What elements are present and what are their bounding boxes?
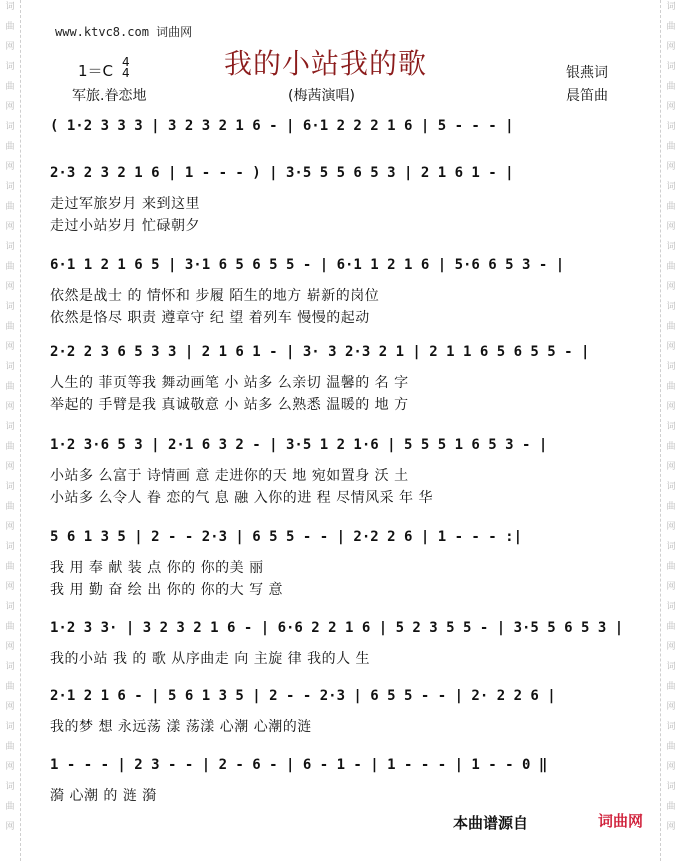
lyric-line: 漪 心潮 的 涟 漪 xyxy=(50,788,157,804)
notation-row: 2·3 2 3 2 1 6 | 1 - - - ) | 3·5 5 5 6 5 3 | 2 1 6 1 - | xyxy=(50,165,514,181)
watermark-char: 曲 xyxy=(5,202,15,212)
watermark-char: 曲 xyxy=(666,502,676,512)
watermark-char: 网 xyxy=(666,102,676,112)
watermark-char: 网 xyxy=(666,402,676,412)
watermark-char: 词 xyxy=(5,722,15,732)
watermark-char: 网 xyxy=(5,402,15,412)
watermark-char: 曲 xyxy=(666,742,676,752)
lyric-line: 我的小站 我 的 歌 从序曲走 向 主旋 律 我的人 生 xyxy=(50,651,371,667)
lyric-line: 人生的 菲页等我 舞动画笔 小 站多 么亲切 温馨的 名 字 xyxy=(50,375,409,391)
watermark-char: 网 xyxy=(5,282,15,292)
watermark-char: 词 xyxy=(666,362,676,372)
watermark-char: 网 xyxy=(5,822,15,832)
watermark-char: 网 xyxy=(666,762,676,772)
watermark-char: 词 xyxy=(666,542,676,552)
lyric-line: 依然是战士 的 情怀和 步履 陌生的地方 崭新的岗位 xyxy=(50,288,380,304)
lyric-line: 我的梦 想 永远荡 漾 荡漾 心潮 心潮的涟 xyxy=(50,719,312,735)
song-title: 我的小站我的歌 xyxy=(224,47,428,80)
watermark-char: 网 xyxy=(666,582,676,592)
watermark-char: 曲 xyxy=(5,802,15,812)
watermark-char: 网 xyxy=(5,522,15,532)
watermark-char: 网 xyxy=(5,222,15,232)
notation-row: ( 1·2 3 3 3 | 3 2 3 2 1 6 - | 6·1 2 2 2 1 6 | 5 - - - | xyxy=(50,118,514,134)
watermark-char: 网 xyxy=(5,702,15,712)
watermark-char: 曲 xyxy=(5,742,15,752)
watermark-char: 词 xyxy=(666,482,676,492)
watermark-char: 曲 xyxy=(666,382,676,392)
watermark-char: 曲 xyxy=(5,682,15,692)
watermark-char: 曲 xyxy=(666,22,676,32)
watermark-char: 曲 xyxy=(5,622,15,632)
notation-row: 2·1 2 1 6 - | 5 6 1 3 5 | 2 - - 2·3 | 6 5 5 - - | 2· 2 2 6 | xyxy=(50,688,556,704)
watermark-char: 网 xyxy=(5,42,15,52)
watermark-char: 网 xyxy=(666,822,676,832)
lyric-line: 小站多 么富于 诗情画 意 走进你的天 地 宛如置身 沃 土 xyxy=(50,468,409,484)
lyric-line: 走过小站岁月 忙碌朝夕 xyxy=(50,218,200,234)
lyric-line: 我 用 奉 献 装 点 你的 你的美 丽 xyxy=(50,560,264,576)
site-url xyxy=(55,23,192,40)
watermark-char: 曲 xyxy=(666,802,676,812)
lyric-line: 我 用 勤 奋 绘 出 你的 你的大 写 意 xyxy=(50,582,284,598)
watermark-char: 词 xyxy=(666,182,676,192)
composer-credit: 晨笛曲 xyxy=(566,88,608,104)
lyric-line: 走过军旅岁月 来到这里 xyxy=(50,196,200,212)
watermark-char: 词 xyxy=(5,782,15,792)
performer-label: (梅茜演唱) xyxy=(288,88,355,104)
watermark-char: 曲 xyxy=(5,382,15,392)
site-name: 词曲网 xyxy=(156,25,193,39)
watermark-char: 词 xyxy=(5,422,15,432)
watermark-char: 词 xyxy=(666,2,676,12)
time-signature-top: 4 xyxy=(122,55,130,69)
watermark-char: 网 xyxy=(5,102,15,112)
time-signature xyxy=(122,57,130,79)
watermark-char: 词 xyxy=(5,122,15,132)
watermark-char: 词 xyxy=(666,602,676,612)
watermark-char: 网 xyxy=(5,642,15,652)
site-url-text: www.ktvc8.com xyxy=(55,25,149,39)
watermark-char: 曲 xyxy=(666,682,676,692)
watermark-char: 曲 xyxy=(5,442,15,452)
watermark-char: 词 xyxy=(5,482,15,492)
watermark-char: 词 xyxy=(5,662,15,672)
watermark-char: 词 xyxy=(666,242,676,252)
watermark-char: 曲 xyxy=(5,562,15,572)
watermark-char: 网 xyxy=(666,702,676,712)
watermark-char: 词 xyxy=(666,782,676,792)
key-signature: 1＝C xyxy=(78,62,114,80)
watermark-char: 曲 xyxy=(5,82,15,92)
watermark-char: 词 xyxy=(5,242,15,252)
watermark-char: 曲 xyxy=(666,622,676,632)
watermark-char: 网 xyxy=(666,282,676,292)
watermark-char: 词 xyxy=(666,122,676,132)
watermark-char: 曲 xyxy=(5,502,15,512)
watermark-char: 网 xyxy=(666,342,676,352)
watermark-char: 词 xyxy=(5,542,15,552)
watermark-char: 曲 xyxy=(666,142,676,152)
watermark-char: 曲 xyxy=(5,142,15,152)
watermark-char: 曲 xyxy=(5,322,15,332)
watermark-char: 词 xyxy=(666,302,676,312)
time-signature-bottom: 4 xyxy=(122,66,130,80)
watermark-char: 词 xyxy=(5,62,15,72)
watermark-char: 网 xyxy=(666,42,676,52)
lyricist-credit: 银燕词 xyxy=(566,65,608,81)
watermark-char: 曲 xyxy=(666,322,676,332)
watermark-char: 曲 xyxy=(666,562,676,572)
watermark-char: 曲 xyxy=(5,22,15,32)
watermark-char: 词 xyxy=(666,422,676,432)
album-label: 军旅.眷恋地 xyxy=(72,88,147,104)
watermark-char: 网 xyxy=(5,342,15,352)
notation-row: 1 - - - | 2 3 - - | 2 - 6 - | 6 - 1 - | 1 - - - | 1 - - 0 ‖ xyxy=(50,757,548,773)
watermark-char: 网 xyxy=(5,582,15,592)
watermark-char: 词 xyxy=(5,362,15,372)
lyric-line: 依然是恪尽 职责 遵章守 纪 望 着列车 慢慢的起动 xyxy=(50,310,370,326)
notation-row: 5 6 1 3 5 | 2 - - 2·3 | 6 5 5 - - | 2·2 2 6 | 1 - - - :| xyxy=(50,529,523,545)
watermark-char: 词 xyxy=(666,62,676,72)
watermark-char: 网 xyxy=(5,462,15,472)
watermark-char: 曲 xyxy=(666,262,676,272)
notation-row: 1·2 3 3· | 3 2 3 2 1 6 - | 6·6 2 2 1 6 | 5 2 3 5 5 - | 3·5 5 6 5 3 | xyxy=(50,620,624,636)
notation-row: 6·1 1 2 1 6 5 | 3·1 6 5 6 5 5 - | 6·1 1 2 1 6 | 5·6 6 5 3 - | xyxy=(50,257,565,273)
watermark-char: 曲 xyxy=(666,442,676,452)
lyric-line: 举起的 手臂是我 真诚敬意 小 站多 么熟悉 温暖的 地 方 xyxy=(50,397,409,413)
lyric-line: 小站多 么令人 眷 恋的气 息 融 入你的进 程 尽情风采 年 华 xyxy=(50,490,434,506)
source-brand: 词曲网 xyxy=(598,812,644,830)
watermark-char: 词 xyxy=(666,662,676,672)
watermark-char: 曲 xyxy=(666,202,676,212)
watermark-char: 词 xyxy=(5,182,15,192)
notation-row: 1·2 3·6 5 3 | 2·1 6 3 2 - | 3·5 1 2 1·6 | 5 5 5 1 6 5 3 - | xyxy=(50,437,548,453)
watermark-char: 网 xyxy=(666,642,676,652)
watermark-char: 网 xyxy=(666,462,676,472)
notation-row: 2·2 2 3 6 5 3 3 | 2 1 6 1 - | 3· 3 2·3 2 1 | 2 1 1 6 5 6 5 5 - | xyxy=(50,344,590,360)
watermark-char: 网 xyxy=(666,522,676,532)
source-note: 本曲谱源自 xyxy=(453,814,529,832)
watermark-char: 网 xyxy=(666,222,676,232)
watermark-char: 曲 xyxy=(5,262,15,272)
watermark-char: 网 xyxy=(5,762,15,772)
watermark-char: 词 xyxy=(5,2,15,12)
watermark-char: 网 xyxy=(666,162,676,172)
watermark-char: 曲 xyxy=(666,82,676,92)
watermark-char: 词 xyxy=(5,302,15,312)
watermark-char: 词 xyxy=(666,722,676,732)
watermark-char: 词 xyxy=(5,602,15,612)
watermark-char: 网 xyxy=(5,162,15,172)
